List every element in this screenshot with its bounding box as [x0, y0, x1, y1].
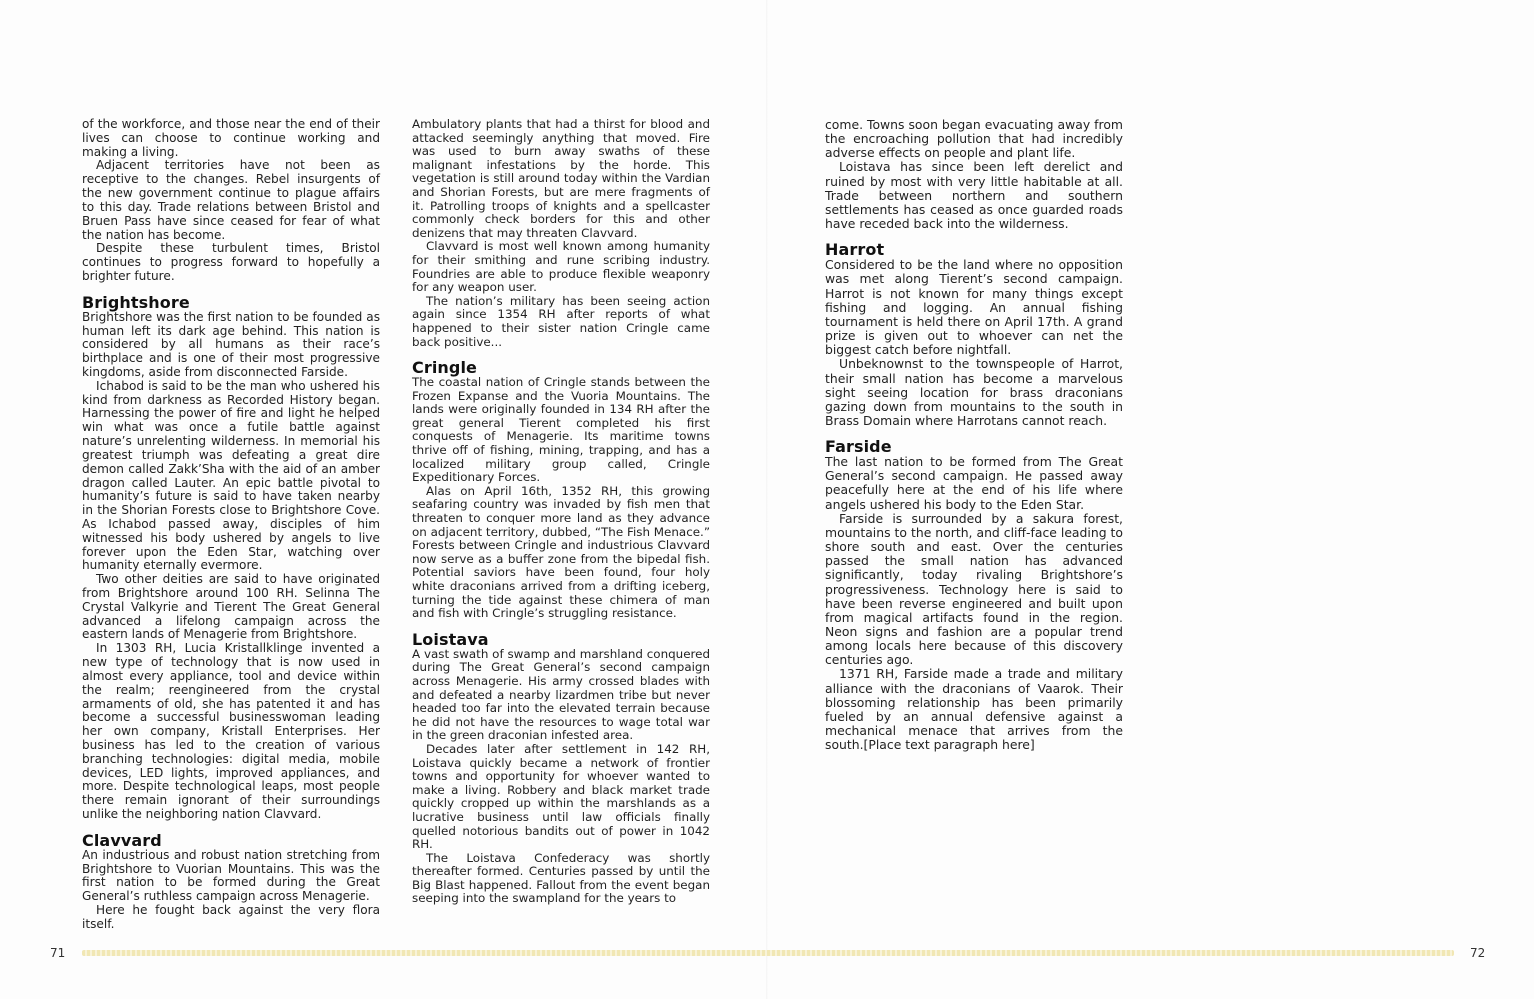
- paragraph: An industrious and robust nation stretching from Brightshore to Vuorian Mountains. This was the first nation to be formed during the Great General’s ruthless campaign across Menagerie.: [82, 847, 380, 904]
- paragraph: The Loistava Confederacy was shortly thereafter formed. Centuries passed by until the Big Blast happened. Fallout from the event began seeping into the swampland for the years to: [412, 850, 710, 906]
- paragraph: Loistava has since been left derelict and ruined by most with very little habitable at all. Trade between northern and southern settlements has ceased as once guarded roads have receded back into the wilderness.: [825, 159, 1123, 232]
- paragraph: Alas on April 16th, 1352 RH, this growing seafaring country was invaded by fish men that threaten to conquer more land as they advance on adjacent territory, dubbed, “The Fish Menace.” Forests between Cringle and industrious Clavvard now serve as a buffer zone from the bipedal fish. Potential saviors have been found, four holy white draconians arrived from a drifting iceberg, turning the tide against these chimera of man and fish with Cringle’s struggling resistance.: [412, 483, 710, 621]
- paragraph: The nation’s military has been seeing action again since 1354 RH after reports of what happened to their sister nation Cringle came back positive...: [412, 293, 710, 349]
- paragraph: The coastal nation of Cringle stands between the Frozen Expanse and the Vuoria Mountains. The lands were originally founded in 134 RH after the great general Tierent completed his first conquests of Menagerie. Its maritime towns thrive off of fishing, mining, trapping, and has a localized military group called, Cringle Expeditionary Forces.: [412, 375, 710, 485]
- section-heading-harrot: Harrot: [825, 240, 885, 260]
- column-left-page-second: [412, 118, 710, 906]
- paragraph: Two other deities are said to have originated from Brightshore around 100 RH. Selinna The Crystal Valkyrie and Tierent The Great General advanced a lifelong campaign across the eastern lands of Menagerie from Brightshore.: [82, 572, 380, 642]
- paragraph: The last nation to be formed from The Great General’s second campaign. He passed away peacefully here at the end of his life where angels ushered his body to the Eden Star.: [825, 454, 1123, 512]
- paragraph: Unbeknownst to the townspeople of Harrot, their small nation has become a marvelous sight seeing location for brass draconians gazing down from mountains to the south in Brass Domain where Harrotans cannot reach.: [825, 356, 1123, 428]
- paragraph: Ambulatory plants that had a thirst for blood and attacked seemingly anything that moved. Fire was used to burn away swaths of these malignant infestations by the horde. This vegetation is still around today within the Vardian and Shorian Forests, but are mere fragments of it. Patrolling troops of knights and a spellcaster commonly check borders for this and other denizens that may threaten Clavvard.: [412, 117, 710, 240]
- column-left-page: [82, 118, 380, 932]
- paragraph: Despite these turbulent times, Bristol continues to progress forward to hopefully a brighter future.: [82, 241, 380, 283]
- page-number-right: 72: [1470, 946, 1486, 960]
- paragraph: 1371 RH, Farside made a trade and military alliance with the draconians of Vaarok. Their blossoming relationship has been primarily fueled by an annual defensive against a mechanical menace that arrives from the south.[Place text paragraph here]: [825, 666, 1123, 753]
- paragraph: of the workforce, and those near the end of their lives can choose to continue working and making a living.: [82, 117, 380, 159]
- paragraph: Here he fought back against the very flora itself.: [82, 903, 380, 931]
- paragraph: Considered to be the land where no opposition was met along Tierent’s second campaign. Harrot is not known for many things except fishing and logging. An annual fishing tournament is held there on April 17th. A grand prize is given out to whoever can net the biggest catch before nightfall.: [825, 257, 1123, 358]
- paragraph: In 1303 RH, Lucia Kristallklinge invented a new type of technology that is now used in almost every appliance, tool and device within the realm; reengineered from the crystal armaments of old, she has patented it and has become a successful businesswoman leading her own company, Kristall Enterprises. Her business has led to the creation of various branching technologies: digital media, mobile devices, LED lights, improved appliances, and more. Despite technological leaps, most people there remain ignorant of their surroundings unlike the neighboring nation Clavvard.: [82, 641, 380, 821]
- footer-decorative-rule: [82, 950, 1454, 956]
- paragraph: Adjacent territories have not been as receptive to the changes. Rebel insurgents of the new government continue to plague affairs to this day. Trade relations between Bristol and Bruen Pass have since ceased for fear of what the nation has become.: [82, 158, 380, 242]
- paragraph: Ichabod is said to be the man who ushered his kind from darkness as Recorded History began. Harnessing the power of fire and light he helped win what was once a futile battle against nature’s unrelenting wilderness. In memorial his greatest triumph was defeating a great dire demon called Zakk’Sha with the aid of an amber dragon called Lauter. An epic battle pivotal to humanity’s future is said to have taken nearby in the Shorian Forests close to Brightshore Cove. As Ichabod passed away, disciples of him witnessed his body ushered by angels to live forever upon the Eden Star, watching over humanity eternally evermore.: [82, 378, 380, 573]
- paragraph: Clavvard is most well known among humanity for their smithing and rune scribing industry. Foundries are able to produce flexible weaponry for any weapon user.: [412, 239, 710, 295]
- paragraph: Decades later after settlement in 142 RH, Loistava quickly became a network of frontier towns and opportunity for whoever wanted to make a living. Robbery and black market trade quickly cropped up within the marshlands as a lucrative business until law officials finally quelled notorious bandits out of power in 1042 RH.: [412, 741, 710, 852]
- page-gutter: [766, 0, 768, 999]
- paragraph: come. Towns soon began evacuating away from the encroaching pollution that had incredibly adverse effects on people and plant life.: [825, 117, 1123, 161]
- paragraph: Brightshore was the first nation to be founded as human left its dark age behind. This nation is considered by all humans as their race’s birthplace and is one of their most progressive kingdoms, aside from disconnected Farside.: [82, 309, 380, 379]
- section-heading-cringle: Cringle: [412, 358, 477, 378]
- section-heading-brightshore: Brightshore: [82, 292, 190, 312]
- paragraph: A vast swath of swamp and marshland conquered during The Great General’s second campaign across Menagerie. His army crossed blades with and defeated a nearby lizardmen tribe but never headed too far into the elevated terrain because he did not have the resources to wage total war in the green draconian infested area.: [412, 646, 710, 743]
- section-heading-loistava: Loistava: [412, 629, 489, 649]
- section-heading-farside: Farside: [825, 437, 892, 457]
- section-heading-clavvard: Clavvard: [82, 830, 162, 850]
- column-right-page: [825, 118, 1123, 752]
- paragraph: Farside is surrounded by a sakura forest, mountains to the north, and cliff-face leading to shore south and east. Over the centuries passed the small nation has advanced significantly, today rivaling Brightshore’s progressiveness. Technology here is said to have been reverse engineered and built upon from magical artifacts found in the region. Neon signs and fashion are a popular trend among locals here because of this discovery centuries ago.: [825, 510, 1123, 668]
- page-number-left: 71: [50, 946, 66, 960]
